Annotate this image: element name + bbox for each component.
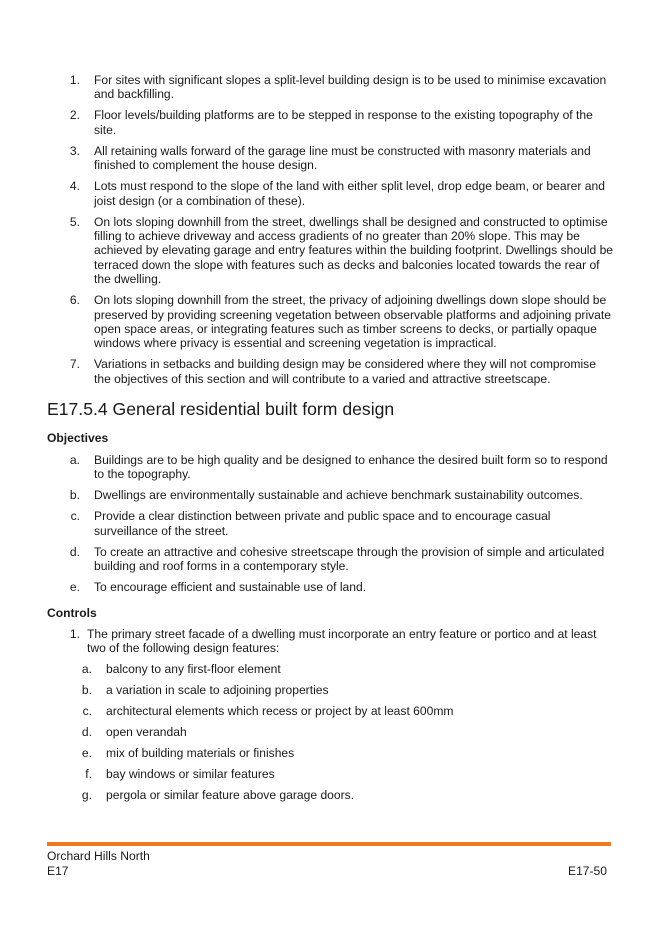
item-number: 6. [69,293,80,308]
item-letter: c. [82,704,92,719]
item-text: All retaining walls forward of the garage line must be constructed with masonry materials and finished to complement the house design. [94,143,591,173]
item-letter: c. [70,509,80,524]
footer-section-label: E17 [47,864,69,878]
item-text: balcony to any first-floor element [106,662,281,677]
list-item [48,545,614,574]
item-letter: e. [69,580,80,595]
item-text: On lots sloping downhill from the street, dwellings shall be designed and constructed to optimise filling to achieve driveway and access gradients of no greater than 20% slope. This may be achieved by elevating garage and entry features within the building footprint. Dwellings should be terraced down the slope with features such as decks and balconies located towards the rear of the dwelling. [94,214,614,287]
item-text: Floor levels/building platforms are to be stepped in response to the existing topography of the site. [94,108,593,137]
item-letter: d. [81,725,92,740]
item-number: 4. [69,179,80,194]
controls-list [48,627,614,809]
item-text: architectural elements which recess or project by at least 600mm [106,704,454,719]
list-item [48,488,614,502]
item-text: On lots sloping downhill from the street, the privacy of adjoining dwellings down slope should be preserved by providing screening vegetation between observable platforms and adjoining private open space areas, or integrating features such as timber screens to decks, or partially opaque windows where privacy is essential and screening vegetation is impractical. [94,293,611,351]
footer-page-number: E17-50 [568,864,607,878]
sub-list-item [48,683,614,697]
item-number: 1. [69,627,80,641]
item-text: pergola or similar feature above garage doors. [106,788,355,803]
footer-document-title: Orchard Hills North [47,849,150,863]
item-text: For sites with significant slopes a split-level building design is to be used to minimise excavation and backfilling. [94,73,607,102]
footer-divider [47,842,611,846]
item-letter: f. [85,767,92,782]
item-number: 5. [69,214,80,229]
list-item [48,509,614,538]
item-text: To encourage efficient and sustainable use of land. [94,580,367,595]
item-text: The primary street facade of a dwelling must incorporate an entry feature or portico and at least two of the following design features: [87,627,597,656]
item-letter: b. [81,683,92,698]
sub-list-item [48,704,614,718]
item-text: mix of building materials or finishes [106,746,295,761]
list-item [48,108,614,137]
item-number: 2. [69,108,80,123]
item-letter: a. [81,662,92,677]
item-text: bay windows or similar features [106,767,275,782]
item-letter: a. [69,453,80,467]
item-letter: d. [69,544,80,559]
objectives-heading: Objectives [47,431,109,445]
item-letter: b. [69,488,80,503]
sub-list-item [48,662,614,676]
item-text: a variation in scale to adjoining properties [106,683,329,698]
sub-list-item [48,767,614,781]
item-number: 1. [69,73,80,87]
item-number: 3. [69,143,80,158]
list-item [48,627,614,803]
objectives-list [48,453,614,601]
list-item [48,144,614,173]
item-letter: g. [81,788,92,803]
list-item [48,73,614,102]
slope-controls-list [48,73,614,393]
sub-list-item [48,788,614,802]
list-item [48,179,614,208]
item-number: 7. [69,357,80,372]
item-text: Variations in setbacks and building design may be considered where they will not compromise the objectives of this section and will contribute to a varied and attractive streetscape. [94,357,596,386]
item-letter: e. [81,746,92,761]
list-item [48,293,614,351]
list-item [48,357,614,386]
controls-heading: Controls [47,606,97,620]
sub-list-item [48,746,614,760]
item-text: Lots must respond to the slope of the land with either split level, drop edge beam, or bearer and joist design (or a combination of these). [94,179,605,208]
design-features-list [48,662,614,802]
item-text: open verandah [106,725,187,740]
list-item [48,580,614,594]
item-text: Provide a clear distinction between private and public space and to encourage casual surveillance of the street. [94,509,551,538]
section-heading: E17.5.4 General residential built form design [47,399,395,419]
sub-list-item [48,725,614,739]
item-text: Dwellings are environmentally sustainable and achieve benchmark sustainability outcomes. [94,488,583,503]
list-item [48,215,614,287]
item-text: To create an attractive and cohesive streetscape through the provision of simple and articulated building and roof forms in a contemporary style. [94,544,605,574]
list-item [48,453,614,482]
item-text: Buildings are to be high quality and be designed to enhance the desired built form so to respond to the topography. [94,453,608,482]
